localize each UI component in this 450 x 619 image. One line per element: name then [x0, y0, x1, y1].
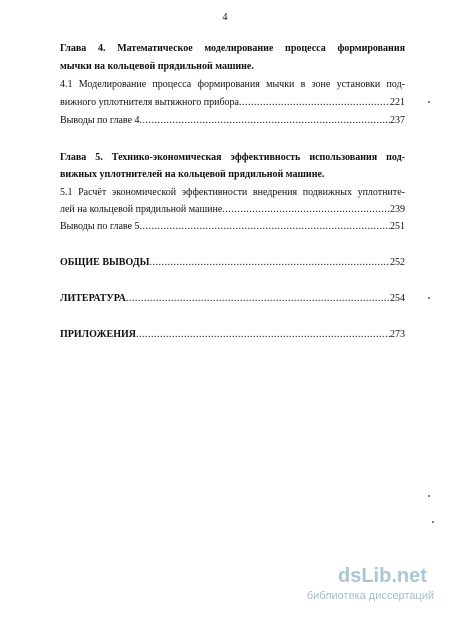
- appendices-label: ПРИЛОЖЕНИЯ: [60, 329, 136, 340]
- chapter4-conclusions-entry: [60, 115, 405, 127]
- chapter4-section1-entry: [60, 97, 405, 109]
- chapter5-title-line2: вижных уплотнителей на кольцевой прядильной машине.: [60, 169, 325, 180]
- dot-leader: [140, 221, 390, 233]
- chapter5-conclusions-entry: [60, 221, 405, 233]
- general-conclusions-page: 252: [390, 257, 405, 268]
- watermark-subtitle: библиотека диссертаций: [306, 590, 434, 602]
- scan-speck: [428, 495, 430, 497]
- chapter5-section1-line1: 5.1 Расчёт экономической эффективности внедрения подвижных уплотните-: [60, 187, 405, 198]
- chapter5-section1-page: 239: [390, 204, 405, 215]
- chapter5-section1-line2: лей на кольцевой прядильной машине: [60, 204, 223, 215]
- chapter4-section1-line2: вижного уплотнителя вытяжного прибора: [60, 97, 239, 108]
- chapter5-title-line1: Глава 5. Технико-экономическая эффективность использования под-: [60, 152, 405, 163]
- chapter4-title-line2: мычки на кольцевой прядильной машине.: [60, 61, 254, 72]
- chapter4-conclusions-label: Выводы по главе 4: [60, 115, 140, 126]
- page-number: 4: [222, 12, 228, 23]
- chapter5-conclusions-page: 251: [390, 221, 405, 232]
- dot-leader: [140, 115, 390, 127]
- chapter5-section1-entry: [60, 204, 405, 216]
- dot-leader: [222, 204, 390, 216]
- literature-entry: [60, 293, 405, 305]
- literature-page: 254: [390, 293, 405, 304]
- watermark-logo: dsLib.net: [338, 565, 427, 587]
- chapter4-title-line1: Глава 4. Математическое моделирование процесса формирования: [60, 43, 405, 54]
- scan-speck: [428, 101, 430, 103]
- dot-leader: [136, 329, 390, 341]
- scan-speck: [428, 297, 430, 299]
- dot-leader: [149, 257, 390, 269]
- general-conclusions-label: ОБЩИЕ ВЫВОДЫ: [60, 257, 150, 268]
- dot-leader: [126, 293, 390, 305]
- chapter5-conclusions-label: Выводы по главе 5: [60, 221, 140, 232]
- dot-leader: [239, 97, 390, 109]
- appendices-entry: [60, 329, 405, 341]
- scan-speck: [432, 521, 434, 523]
- general-conclusions-entry: [60, 257, 405, 269]
- chapter4-section1-page: 221: [390, 97, 405, 108]
- literature-label: ЛИТЕРАТУРА: [60, 293, 126, 304]
- appendices-page: 273: [390, 329, 405, 340]
- watermark: [306, 565, 450, 610]
- chapter4-section1-line1: 4.1 Моделирование процесса формирования мычки в зоне установки под-: [60, 79, 405, 90]
- chapter4-conclusions-page: 237: [390, 115, 405, 126]
